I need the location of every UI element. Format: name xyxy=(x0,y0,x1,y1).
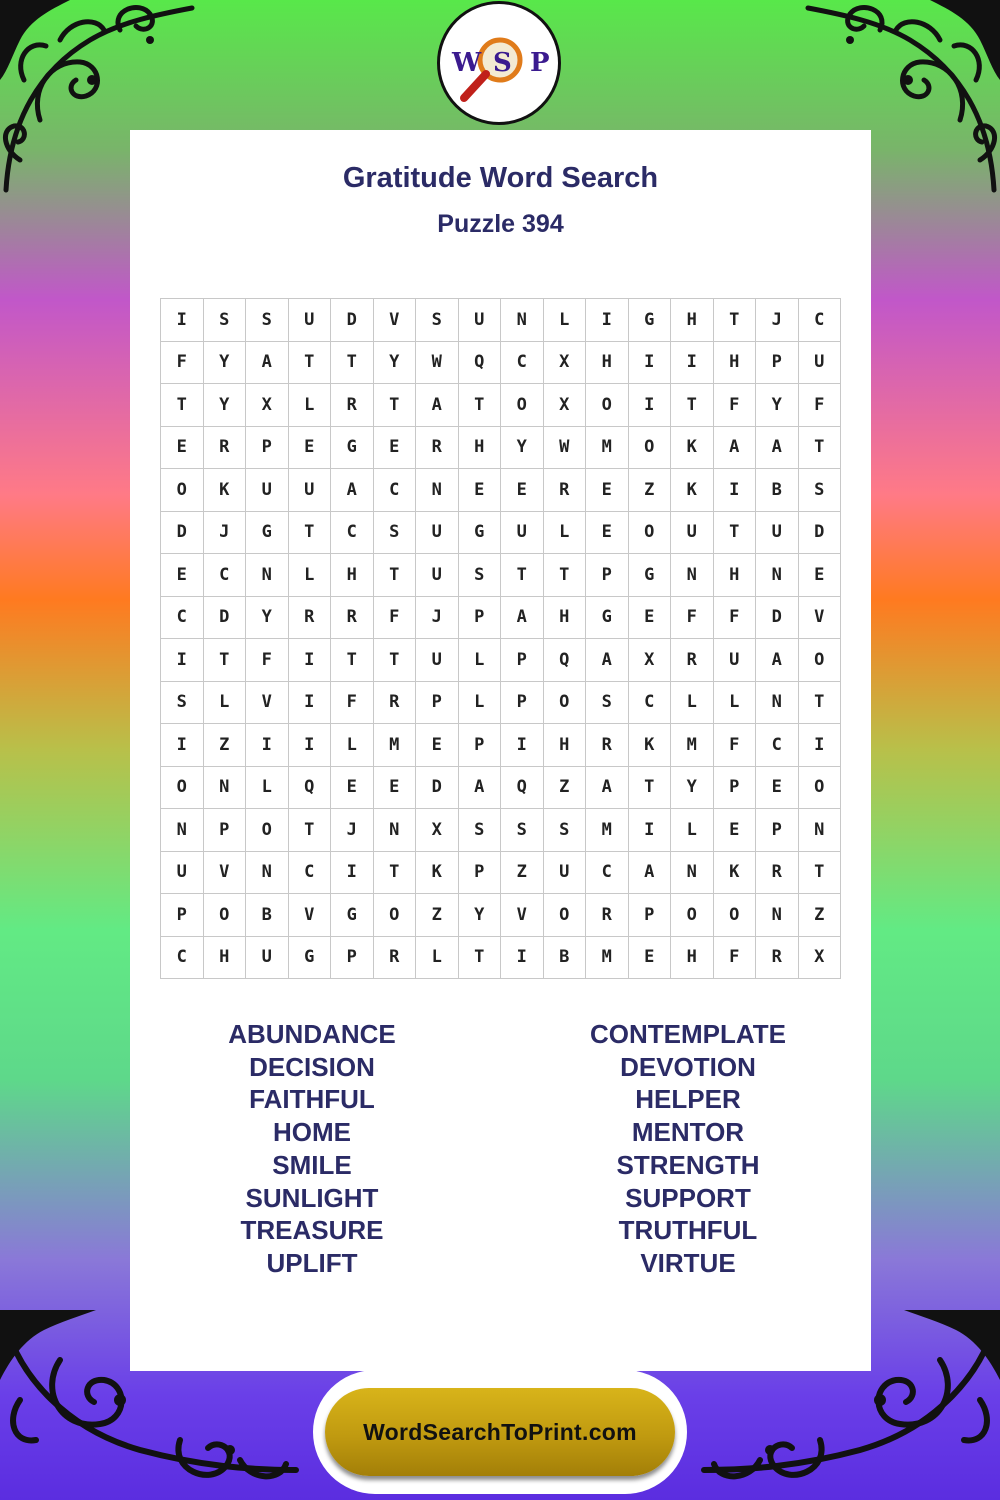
grid-cell: F xyxy=(246,639,289,682)
footer-badge xyxy=(313,1370,687,1494)
grid-cell: H xyxy=(671,299,714,342)
grid-cell: O xyxy=(671,894,714,937)
grid-cell: X xyxy=(629,639,672,682)
grid-cell: O xyxy=(629,427,672,470)
grid-cell: P xyxy=(416,682,459,725)
grid-cell: I xyxy=(629,384,672,427)
grid-cell: G xyxy=(331,894,374,937)
grid-cell: F xyxy=(799,384,842,427)
grid-cell: K xyxy=(671,469,714,512)
grid-cell: T xyxy=(204,639,247,682)
grid-cell: E xyxy=(289,427,332,470)
grid-cell: W xyxy=(416,342,459,385)
grid-cell: G xyxy=(459,512,502,555)
grid-cell: M xyxy=(671,724,714,767)
grid-cell: U xyxy=(501,512,544,555)
grid-cell: P xyxy=(161,894,204,937)
grid-cell: W xyxy=(544,427,587,470)
grid-cell: R xyxy=(756,852,799,895)
grid-cell: U xyxy=(416,512,459,555)
grid-cell: S xyxy=(246,299,289,342)
grid-cell: T xyxy=(161,384,204,427)
grid-cell: I xyxy=(501,724,544,767)
grid-cell: T xyxy=(331,342,374,385)
grid-cell: P xyxy=(586,554,629,597)
grid-cell: T xyxy=(374,852,417,895)
grid-cell: A xyxy=(756,639,799,682)
grid-cell: J xyxy=(331,809,374,852)
grid-cell: G xyxy=(629,554,672,597)
word-item: TREASURE xyxy=(240,1215,384,1246)
grid-cell: N xyxy=(756,894,799,937)
grid-cell: V xyxy=(501,894,544,937)
grid-cell: Y xyxy=(756,384,799,427)
word-item: HELPER xyxy=(635,1084,741,1115)
grid-cell: K xyxy=(204,469,247,512)
grid-cell: P xyxy=(459,597,502,640)
grid-cell: C xyxy=(756,724,799,767)
grid-cell: R xyxy=(374,682,417,725)
grid-cell: T xyxy=(289,809,332,852)
grid-cell: V xyxy=(204,852,247,895)
word-list-left xyxy=(142,1018,482,1280)
grid-cell: T xyxy=(714,299,757,342)
grid-cell: K xyxy=(416,852,459,895)
grid-cell: Z xyxy=(501,852,544,895)
grid-cell: V xyxy=(374,299,417,342)
grid-cell: U xyxy=(289,469,332,512)
grid-cell: Z xyxy=(629,469,672,512)
grid-cell: L xyxy=(459,639,502,682)
grid-cell: X xyxy=(799,937,842,980)
word-item: DECISION xyxy=(249,1051,375,1082)
grid-cell: T xyxy=(671,384,714,427)
grid-cell: A xyxy=(246,342,289,385)
grid-cell: E xyxy=(586,469,629,512)
logo-letter-w: W xyxy=(452,48,482,78)
grid-cell: T xyxy=(799,852,842,895)
grid-cell: T xyxy=(374,384,417,427)
grid-cell: V xyxy=(246,682,289,725)
grid-cell: I xyxy=(161,724,204,767)
grid-cell: L xyxy=(544,299,587,342)
grid-cell: R xyxy=(756,937,799,980)
grid-cell: J xyxy=(204,512,247,555)
grid-cell: E xyxy=(714,809,757,852)
grid-cell: T xyxy=(374,554,417,597)
grid-cell: I xyxy=(714,469,757,512)
puzzle-card xyxy=(130,130,871,1371)
grid-cell: U xyxy=(289,299,332,342)
word-item: TRUTHFUL xyxy=(618,1215,758,1246)
grid-cell: Z xyxy=(544,767,587,810)
grid-cell: U xyxy=(459,299,502,342)
grid-cell: O xyxy=(161,469,204,512)
grid-cell: Y xyxy=(671,767,714,810)
word-item: VIRTUE xyxy=(640,1247,736,1278)
grid-cell: I xyxy=(586,299,629,342)
grid-cell: N xyxy=(204,767,247,810)
grid-cell: L xyxy=(289,384,332,427)
grid-cell: F xyxy=(331,682,374,725)
grid-cell: I xyxy=(629,809,672,852)
letter-grid xyxy=(160,298,841,979)
grid-cell: H xyxy=(544,724,587,767)
grid-cell: L xyxy=(671,682,714,725)
grid-cell: S xyxy=(459,809,502,852)
grid-cell: I xyxy=(161,639,204,682)
grid-cell: B xyxy=(756,469,799,512)
grid-cell: Y xyxy=(204,342,247,385)
grid-cell: N xyxy=(799,809,842,852)
grid-cell: U xyxy=(671,512,714,555)
grid-cell: P xyxy=(204,809,247,852)
grid-cell: N xyxy=(671,852,714,895)
grid-cell: S xyxy=(799,469,842,512)
grid-cell: X xyxy=(544,384,587,427)
grid-cell: O xyxy=(714,894,757,937)
grid-cell: C xyxy=(331,512,374,555)
grid-cell: I xyxy=(161,299,204,342)
grid-cell: O xyxy=(799,767,842,810)
word-item: STRENGTH xyxy=(616,1149,760,1180)
grid-cell: L xyxy=(416,937,459,980)
grid-cell: E xyxy=(501,469,544,512)
grid-cell: T xyxy=(714,512,757,555)
grid-cell: I xyxy=(671,342,714,385)
grid-cell: D xyxy=(331,299,374,342)
grid-cell: R xyxy=(416,427,459,470)
grid-cell: R xyxy=(331,384,374,427)
grid-cell: N xyxy=(756,554,799,597)
grid-cell: Q xyxy=(544,639,587,682)
grid-cell: U xyxy=(756,512,799,555)
grid-cell: F xyxy=(374,597,417,640)
grid-cell: E xyxy=(629,597,672,640)
grid-cell: S xyxy=(374,512,417,555)
grid-cell: B xyxy=(544,937,587,980)
grid-cell: A xyxy=(756,427,799,470)
grid-cell: M xyxy=(586,937,629,980)
grid-cell: C xyxy=(161,597,204,640)
grid-cell: O xyxy=(374,894,417,937)
grid-cell: U xyxy=(799,342,842,385)
grid-cell: M xyxy=(586,427,629,470)
grid-cell: S xyxy=(204,299,247,342)
grid-cell: D xyxy=(416,767,459,810)
grid-cell: H xyxy=(586,342,629,385)
grid-cell: Q xyxy=(501,767,544,810)
grid-cell: F xyxy=(714,724,757,767)
grid-cell: Y xyxy=(374,342,417,385)
grid-cell: O xyxy=(799,639,842,682)
grid-cell: U xyxy=(416,639,459,682)
grid-cell: L xyxy=(204,682,247,725)
word-item: SMILE xyxy=(272,1149,352,1180)
grid-cell: T xyxy=(501,554,544,597)
grid-cell: R xyxy=(374,937,417,980)
grid-cell: D xyxy=(161,512,204,555)
grid-cell: R xyxy=(544,469,587,512)
grid-cell: L xyxy=(544,512,587,555)
grid-cell: I xyxy=(289,724,332,767)
grid-cell: O xyxy=(544,682,587,725)
grid-cell: X xyxy=(544,342,587,385)
grid-cell: Q xyxy=(459,342,502,385)
grid-cell: G xyxy=(629,299,672,342)
grid-cell: E xyxy=(586,512,629,555)
grid-cell: C xyxy=(629,682,672,725)
grid-cell: T xyxy=(544,554,587,597)
grid-cell: N xyxy=(416,469,459,512)
grid-cell: J xyxy=(416,597,459,640)
grid-cell: G xyxy=(289,937,332,980)
word-item: SUPPORT xyxy=(625,1182,751,1213)
grid-cell: K xyxy=(671,427,714,470)
grid-cell: S xyxy=(586,682,629,725)
grid-cell: E xyxy=(416,724,459,767)
grid-cell: A xyxy=(586,767,629,810)
grid-cell: I xyxy=(501,937,544,980)
grid-cell: A xyxy=(459,767,502,810)
word-item: ABUNDANCE xyxy=(228,1019,396,1049)
grid-cell: U xyxy=(161,852,204,895)
grid-cell: O xyxy=(544,894,587,937)
grid-cell: D xyxy=(799,512,842,555)
grid-cell: U xyxy=(416,554,459,597)
grid-cell: E xyxy=(374,427,417,470)
grid-cell: R xyxy=(204,427,247,470)
grid-cell: E xyxy=(756,767,799,810)
grid-cell: L xyxy=(246,767,289,810)
grid-cell: C xyxy=(501,342,544,385)
grid-cell: D xyxy=(204,597,247,640)
grid-cell: C xyxy=(289,852,332,895)
grid-cell: T xyxy=(331,639,374,682)
grid-cell: N xyxy=(671,554,714,597)
grid-cell: L xyxy=(671,809,714,852)
grid-cell: U xyxy=(544,852,587,895)
grid-cell: P xyxy=(756,809,799,852)
grid-cell: T xyxy=(289,512,332,555)
grid-cell: C xyxy=(799,299,842,342)
grid-cell: O xyxy=(586,384,629,427)
grid-cell: L xyxy=(714,682,757,725)
grid-cell: I xyxy=(246,724,289,767)
grid-cell: X xyxy=(416,809,459,852)
word-item: CONTEMPLATE xyxy=(590,1019,786,1049)
grid-cell: P xyxy=(459,852,502,895)
grid-cell: A xyxy=(501,597,544,640)
grid-cell: C xyxy=(204,554,247,597)
grid-cell: I xyxy=(629,342,672,385)
grid-cell: J xyxy=(756,299,799,342)
grid-cell: F xyxy=(161,342,204,385)
grid-cell: A xyxy=(331,469,374,512)
grid-cell: P xyxy=(331,937,374,980)
grid-cell: E xyxy=(629,937,672,980)
grid-cell: N xyxy=(756,682,799,725)
grid-cell: C xyxy=(161,937,204,980)
grid-cell: O xyxy=(204,894,247,937)
grid-cell: E xyxy=(374,767,417,810)
grid-cell: B xyxy=(246,894,289,937)
grid-cell: N xyxy=(246,852,289,895)
grid-cell: U xyxy=(714,639,757,682)
grid-cell: V xyxy=(289,894,332,937)
grid-cell: E xyxy=(459,469,502,512)
grid-cell: M xyxy=(586,809,629,852)
word-list-right xyxy=(518,1018,858,1280)
grid-cell: F xyxy=(671,597,714,640)
word-item: SUNLIGHT xyxy=(245,1182,379,1213)
grid-cell: L xyxy=(331,724,374,767)
word-item: MENTOR xyxy=(631,1117,745,1148)
grid-cell: N xyxy=(161,809,204,852)
grid-cell: T xyxy=(799,682,842,725)
grid-cell: F xyxy=(714,384,757,427)
grid-cell: R xyxy=(586,724,629,767)
grid-cell: Y xyxy=(501,427,544,470)
grid-cell: T xyxy=(459,937,502,980)
grid-cell: C xyxy=(374,469,417,512)
word-item: FAITHFUL xyxy=(249,1084,375,1115)
grid-cell: I xyxy=(289,639,332,682)
grid-cell: A xyxy=(586,639,629,682)
grid-cell: U xyxy=(246,937,289,980)
grid-cell: Y xyxy=(246,597,289,640)
grid-cell: F xyxy=(714,597,757,640)
grid-cell: H xyxy=(204,937,247,980)
grid-cell: H xyxy=(671,937,714,980)
grid-cell: A xyxy=(416,384,459,427)
grid-cell: I xyxy=(799,724,842,767)
grid-cell: H xyxy=(331,554,374,597)
grid-cell: O xyxy=(161,767,204,810)
grid-cell: Z xyxy=(416,894,459,937)
grid-cell: I xyxy=(289,682,332,725)
grid-cell: T xyxy=(799,427,842,470)
site-name: WordSearchToPrint.com xyxy=(363,1418,637,1445)
grid-cell: X xyxy=(246,384,289,427)
grid-cell: S xyxy=(501,809,544,852)
grid-cell: E xyxy=(799,554,842,597)
grid-cell: A xyxy=(629,852,672,895)
grid-cell: T xyxy=(629,767,672,810)
grid-cell: P xyxy=(629,894,672,937)
grid-cell: H xyxy=(714,342,757,385)
grid-cell: P xyxy=(714,767,757,810)
grid-cell: T xyxy=(374,639,417,682)
site-link-button[interactable] xyxy=(325,1388,675,1476)
puzzle-number: Puzzle 394 xyxy=(437,210,564,238)
logo-letter-s: S xyxy=(493,48,512,78)
grid-cell: O xyxy=(629,512,672,555)
grid-cell: Z xyxy=(799,894,842,937)
grid-cell: R xyxy=(586,894,629,937)
word-item: UPLIFT xyxy=(266,1247,358,1278)
grid-cell: H xyxy=(714,554,757,597)
grid-cell: P xyxy=(501,682,544,725)
logo-letter-p: P xyxy=(530,48,550,78)
grid-cell: L xyxy=(289,554,332,597)
grid-cell: S xyxy=(459,554,502,597)
grid-cell: S xyxy=(161,682,204,725)
grid-cell: H xyxy=(459,427,502,470)
grid-cell: O xyxy=(246,809,289,852)
grid-cell: K xyxy=(629,724,672,767)
grid-cell: G xyxy=(331,427,374,470)
puzzle-title: Gratitude Word Search xyxy=(342,162,659,194)
grid-cell: D xyxy=(756,597,799,640)
grid-cell: R xyxy=(289,597,332,640)
grid-cell: P xyxy=(459,724,502,767)
grid-cell: E xyxy=(161,427,204,470)
wsp-logo xyxy=(437,1,561,125)
grid-cell: N xyxy=(374,809,417,852)
grid-cell: Y xyxy=(204,384,247,427)
grid-cell: N xyxy=(501,299,544,342)
grid-cell: P xyxy=(756,342,799,385)
grid-cell: N xyxy=(246,554,289,597)
grid-cell: P xyxy=(501,639,544,682)
grid-cell: K xyxy=(714,852,757,895)
grid-cell: H xyxy=(544,597,587,640)
grid-cell: S xyxy=(544,809,587,852)
grid-cell: R xyxy=(671,639,714,682)
word-item: HOME xyxy=(273,1117,351,1148)
grid-cell: C xyxy=(586,852,629,895)
grid-cell: E xyxy=(161,554,204,597)
grid-cell: T xyxy=(459,384,502,427)
grid-cell: I xyxy=(331,852,374,895)
grid-cell: A xyxy=(714,427,757,470)
grid-cell: S xyxy=(416,299,459,342)
grid-cell: L xyxy=(459,682,502,725)
grid-cell: G xyxy=(246,512,289,555)
grid-cell: M xyxy=(374,724,417,767)
grid-cell: E xyxy=(331,767,374,810)
grid-cell: F xyxy=(714,937,757,980)
grid-cell: Q xyxy=(289,767,332,810)
grid-cell: Y xyxy=(459,894,502,937)
grid-cell: P xyxy=(246,427,289,470)
grid-cell: V xyxy=(799,597,842,640)
grid-cell: G xyxy=(586,597,629,640)
grid-cell: O xyxy=(501,384,544,427)
grid-cell: R xyxy=(331,597,374,640)
grid-cell: U xyxy=(246,469,289,512)
grid-cell: Z xyxy=(204,724,247,767)
grid-cell: T xyxy=(289,342,332,385)
word-item: DEVOTION xyxy=(620,1051,756,1082)
